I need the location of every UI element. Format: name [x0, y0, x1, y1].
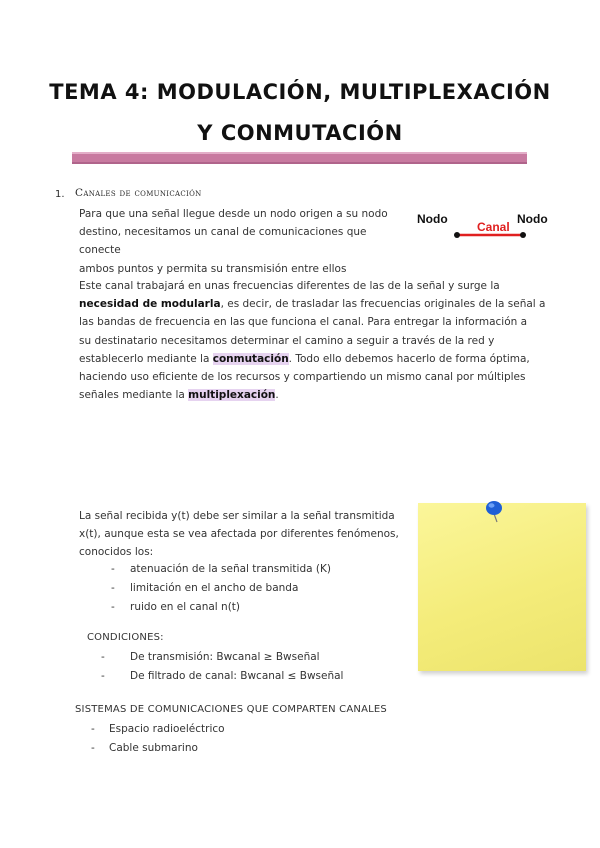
signal-paragraph	[79, 507, 409, 562]
para-line	[79, 295, 549, 313]
node-right-label: Nodo	[517, 212, 548, 226]
para-line: haciendo uso eficiente de los recursos y compartiendo un mismo canal por múltiples	[79, 371, 526, 384]
list-dash: -	[111, 601, 115, 613]
list-dash: -	[111, 582, 115, 594]
section-title: Canales de comunicación	[75, 187, 202, 199]
node-channel-diagram	[415, 207, 555, 247]
list-dash: -	[111, 563, 115, 575]
para-line: Este canal trabajará en unas frecuencias diferentes de las de la señal y surge la	[79, 280, 500, 292]
node-left-label: Nodo	[417, 212, 448, 226]
keyword-multiplexing: multiplexación	[188, 389, 276, 402]
list-dash: -	[91, 742, 95, 754]
page-title-line1: TEMA 4: MODULACIÓN, MULTIPLEXACIÓN	[49, 80, 551, 104]
para-line	[79, 350, 549, 368]
list-dash: -	[101, 651, 105, 663]
keyword-modulation: necesidad de modularla	[79, 298, 221, 311]
keyword-switching: conmutación	[212, 352, 289, 365]
para-line: las bandas de frecuencia en las que funciona el canal. Para entregar la información a	[79, 316, 528, 329]
para-text: establecerlo mediante la	[79, 352, 213, 365]
system-item: Cable submarino	[109, 742, 198, 754]
page-title-line2: Y CONMUTACIÓN	[197, 121, 403, 145]
system-item: Espacio radioeléctrico	[109, 723, 225, 735]
section-number: 1.	[55, 189, 65, 200]
para-text: señales mediante la	[79, 389, 189, 402]
para-text: . Todo ello debemos hacerlo de forma óptima,	[288, 352, 530, 365]
phenomenon-item: atenuación de la señal transmitida (K)	[130, 563, 331, 575]
para-text: , es decir, de trasladar las frecuencias originales de la señal a	[220, 298, 546, 311]
node-left-point	[454, 232, 460, 238]
push-pin-icon	[483, 498, 507, 524]
phenomenon-item: limitación en el ancho de banda	[130, 582, 299, 594]
modulation-paragraph	[79, 277, 549, 404]
intro-line: destino, necesitamos un canal de comunicaciones que conecte	[79, 226, 367, 257]
list-dash: -	[101, 670, 105, 682]
phenomenon-item: ruido en el canal n(t)	[130, 601, 240, 613]
condition-item: De transmisión: Bwcanal ≥ Bwseñal	[130, 651, 320, 663]
intro-line: ambos puntos y permita su transmisión entre ellos	[79, 262, 347, 275]
para-text: .	[275, 389, 279, 402]
channel-label: Canal	[477, 220, 510, 234]
systems-heading: SISTEMAS DE COMUNICACIONES QUE COMPARTEN CANALES	[75, 704, 387, 715]
node-right-point	[520, 232, 526, 238]
para-line: La señal recibida y(t) debe ser similar a la señal transmitida	[79, 510, 395, 522]
condition-item: De filtrado de canal: Bwcanal ≤ Bwseñal	[130, 670, 344, 682]
para-line: su destinatario necesitamos determinar el camino a seguir a través de la red y	[79, 334, 495, 347]
intro-line: Para que una señal llegue desde un nodo origen a su nodo	[79, 208, 388, 220]
para-line	[79, 386, 549, 404]
para-line: conocidos los:	[79, 546, 154, 559]
intro-paragraph	[79, 205, 409, 278]
list-dash: -	[91, 723, 95, 735]
para-line: x(t), aunque esta se vea afectada por diferentes fenómenos,	[79, 528, 399, 541]
title-divider	[72, 152, 527, 164]
sticky-note	[418, 503, 586, 671]
conditions-heading: CONDICIONES:	[87, 632, 164, 643]
